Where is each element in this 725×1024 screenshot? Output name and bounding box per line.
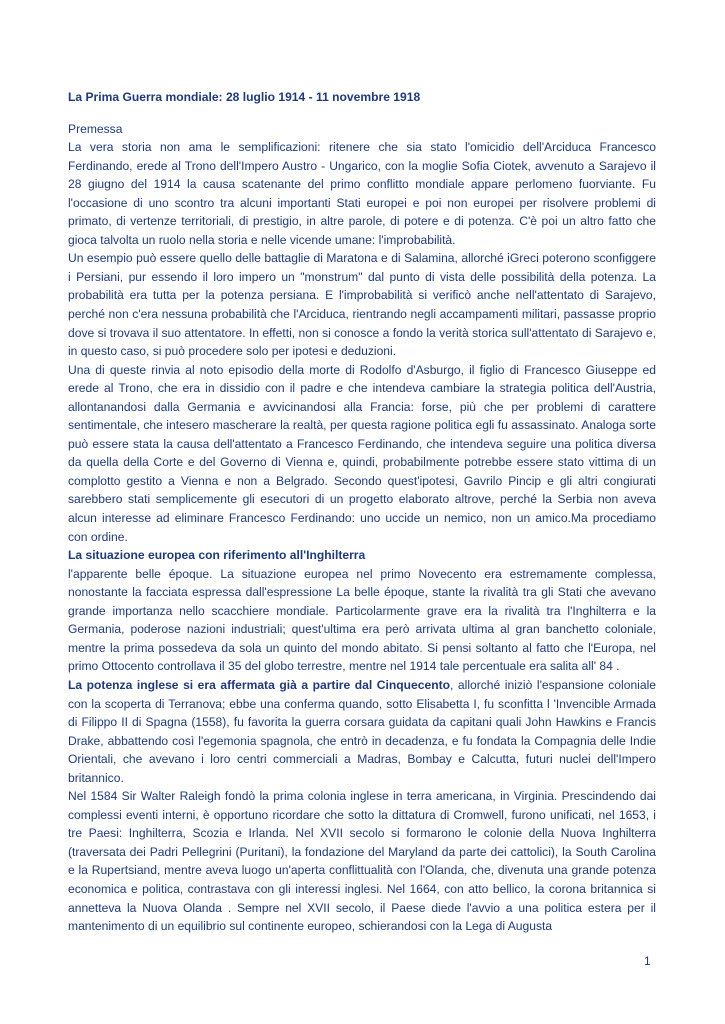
- page-number: 1: [644, 954, 651, 968]
- premessa-label: Premessa: [68, 121, 123, 136]
- paragraph-premessa: La vera storia non ama le semplificazioni: ritenere che sia stato l'omicidio dell'Arciduca Francesco Ferdinando, erede al Trono dell'Impero Austro - Ungarico, con la moglie Sofia Ciotek, avvenuto a Sarajevo il 28 giugno del 1914 la causa scatenante del primo conflitto mondiale appare perlomeno fuorviante. Fu l'occasione di uno scontro tra alcuni importanti Stati europei e poi non europei per risolvere problemi di primato, di vertenze territoriali, di prestigio, in altre parole, di potere e di potenza. C'è poi un altro fatto che gioca talvolta un ruolo nella storia e nelle vicende umane: l'improbabilità.: [68, 140, 656, 247]
- paragraph-potenza-inglese: [68, 676, 656, 787]
- section-heading-europa: La situazione europea con riferimento all'Inghilterra: [68, 548, 366, 563]
- paragraph-rodolfo: Una di queste rinvia al noto episodio della morte di Rodolfo d'Asburgo, il figlio di Francesco Giuseppe ed erede al Trono, che era in dissidio con il padre e che intendeva cambiare la strategia politica dell'Austria, allontanandosi dalla Germania e avvicinandosi alla Francia: forse, più che per problemi di carattere sentimentale, che intesero mascherare la realtà, per questa ragione politica egli fu assassinato. Analoga sorte può essere stata la causa dell'attentato a Francesco Ferdinando, che intendeva seguire una politica diversa da quella della Corte e del Governo di Vienna e, quindi, probabilmente potrebbe essere stato vittima di un complotto gestito a Vienna e non a Belgrado. Secondo quest'ipotesi, Gavrilo Pincip e gli altri congiurati sarebbero stati semplicemente gli esecutori di un progetto elaborato altrove, perché la Serbia non aveva alcun interesse ad eliminare Francesco Ferdinando: uno uccide un nemico, non un amico.Ma procediamo con ordine.: [68, 362, 656, 544]
- paragraph-raleigh: Nel 1584 Sir Walter Raleigh fondò la prima colonia inglese in terra americana, in Virginia. Prescindendo dai complessi eventi interni, è opportuno ricordare che sotto la dittatura di Cromwell, furono unificati, nel 1653, i tre Paesi: Inghilterra, Scozia e Irlanda. Nel XVII secolo si formarono le colonie della Nuova Inghilterra (traversata dei Padri Pellegrini (Puritani), la fondazione del Maryland da parte dei cattolici), la South Carolina e la Rupertsiand, mentre aveva luogo un'aperta conflittualità con l'Olanda, che, divenuta una grande potenza economica e politica, contrastava con gli interessi inglesi. Nel 1664, con atto bellico, la corona britannica si annetteva la Nuova Olanda . Sempre nel XVII secolo, il Paese diede l'avvio a una politica estera per il mantenimento di un equilibrio sul continente europeo, schierandosi con la Lega di Augusta: [68, 789, 656, 934]
- document-page: [68, 88, 656, 936]
- document-title: La Prima Guerra mondiale: 28 luglio 1914 - 11 novembre 1918: [68, 90, 421, 104]
- paragraph-belle-epoque: l'apparente belle époque. La situazione europea nel primo Novecento era estremamente complessa, nonostante la facciata espressa dall'espressione La belle époque, stante la rivalità tra gli Stati che avevano grande importanza nello scacchiere mondiale. Particolarmente grave era la rivalità tra l'Inghilterra e la Germania, poderose nazioni industriali; quest'ultima era però arrivata ultima al gran banchetto coloniale, mentre la prima possedeva da sola un quinto del mondo abitato. Si pensi soltanto al fatto che l'Europa, nel primo Ottocento controllava il 35 del globo terrestre, mentre nel 1914 tale percentuale era salita all' 84 .: [68, 566, 656, 674]
- potenza-inglese-lead: La potenza inglese si era affermata già a partire dal Cinquecento: [68, 677, 451, 692]
- potenza-inglese-text: , allorché iniziò l'espansione coloniale con la scoperta di Terranova; ebbe una conferma quando, sotto Elisabetta I, fu sconfitta l 'Invencible Armada di Filippo II di Spagna (1558), fu favorita la guerra corsara guidata da capitani quali John Hawkins e Francis Drake, abbattendo così l'egemonia spagnola, che entrò in decadenza, e fu fondata la Compagnia delle Indie Orientali, che avevano i loro centri commerciali a Madras, Bombay e Calcutta, futuri nuclei dell'Impero britannico.: [68, 677, 657, 785]
- paragraph-maratona: Un esempio può essere quello delle battaglie di Maratona e di Salamina, allorché iGreci poterono sconfiggere i Persiani, pur essendo il loro impero un "monstrum" dal punto di vista delle possibilità della potenza. La probabilità era tutta per la potenza persiana. E l'improbabilità si verificò anche nell'attentato di Sarajevo, perché non c'era nessuna probabilità che l'Arciduca, rientrando negli accampamenti militari, passasse proprio dove si trovava il suo attentatore. In effetti, non si conosce a fondo la verità storica sull'attentato di Sarajevo e, in questo caso, si può procedere solo per ipotesi e deduzioni.: [68, 251, 656, 359]
